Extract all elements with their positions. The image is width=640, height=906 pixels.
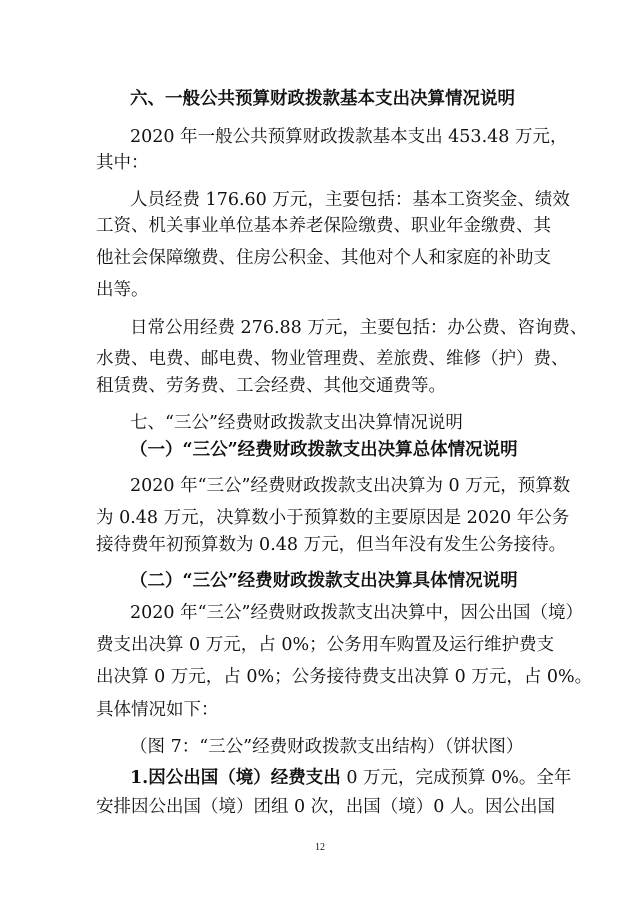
paragraph-line: 费支出决算 0 万元，占 0%；公务用车购置及运行维护费支 — [96, 635, 555, 655]
paragraph-line: 安排因公出国（境）团组 0 次，出国（境）0 人。因公出国 — [96, 797, 555, 817]
subsection-heading-1: （一）“三公”经费财政拨款支出决算总体情况说明 — [130, 440, 518, 460]
page-number: 12 — [315, 842, 325, 853]
figure-caption: （图 7：“三公”经费财政拨款支出结构）（饼状图） — [130, 737, 524, 757]
paragraph-line: 2020 年“三公”经费财政拨款支出决算中，因公出国（境） — [130, 603, 583, 623]
paragraph-line: 其中： — [96, 153, 149, 173]
section-heading-7: 七、“三公”经费财政拨款支出决算情况说明 — [130, 413, 463, 433]
paragraph-line: 为 0.48 万元，决算数小于预算数的主要原因是 2020 年公务 — [96, 508, 570, 528]
paragraph-line: 水费、电费、邮电费、物业管理费、差旅费、维修（护）费、 — [96, 349, 569, 369]
paragraph-line: 他社会保障缴费、住房公积金、其他对个人和家庭的补助支 — [96, 248, 551, 268]
paragraph-line — [130, 766, 640, 790]
paragraph-line: 接待费年初预算数为 0.48 万元，但当年没有发生公务接待。 — [96, 535, 567, 555]
paragraph-line: 租赁费、劳务费、工会经费、其他交通费等。 — [96, 376, 446, 396]
item-title: 1.因公出国（境）经费支出 — [130, 768, 341, 788]
paragraph-line: 人员经费 176.60 万元，主要包括：基本工资奖金、绩效 — [130, 190, 570, 210]
item-text: 0 万元，完成预算 0%。全年 — [340, 768, 572, 788]
subsection-heading-2: （二）“三公”经费财政拨款支出决算具体情况说明 — [130, 571, 518, 591]
paragraph-line: 工资、机关事业单位基本养老保险缴费、职业年金缴费、其 — [96, 216, 551, 236]
paragraph-line: 2020 年“三公”经费财政拨款支出决算为 0 万元，预算数 — [130, 476, 571, 496]
paragraph-line: 日常公用经费 276.88 万元，主要包括：办公费、咨询费、 — [130, 318, 588, 338]
paragraph-line: 出等。 — [96, 280, 149, 300]
paragraph-line: 出决算 0 万元，占 0%；公务接待费支出决算 0 万元，占 0%。 — [96, 667, 593, 687]
paragraph-line: 具体情况如下： — [96, 700, 219, 720]
paragraph-line: 2020 年一般公共预算财政拨款基本支出 453.48 万元， — [130, 127, 568, 147]
section-heading-6: 六、一般公共预算财政拨款基本支出决算情况说明 — [130, 89, 515, 109]
